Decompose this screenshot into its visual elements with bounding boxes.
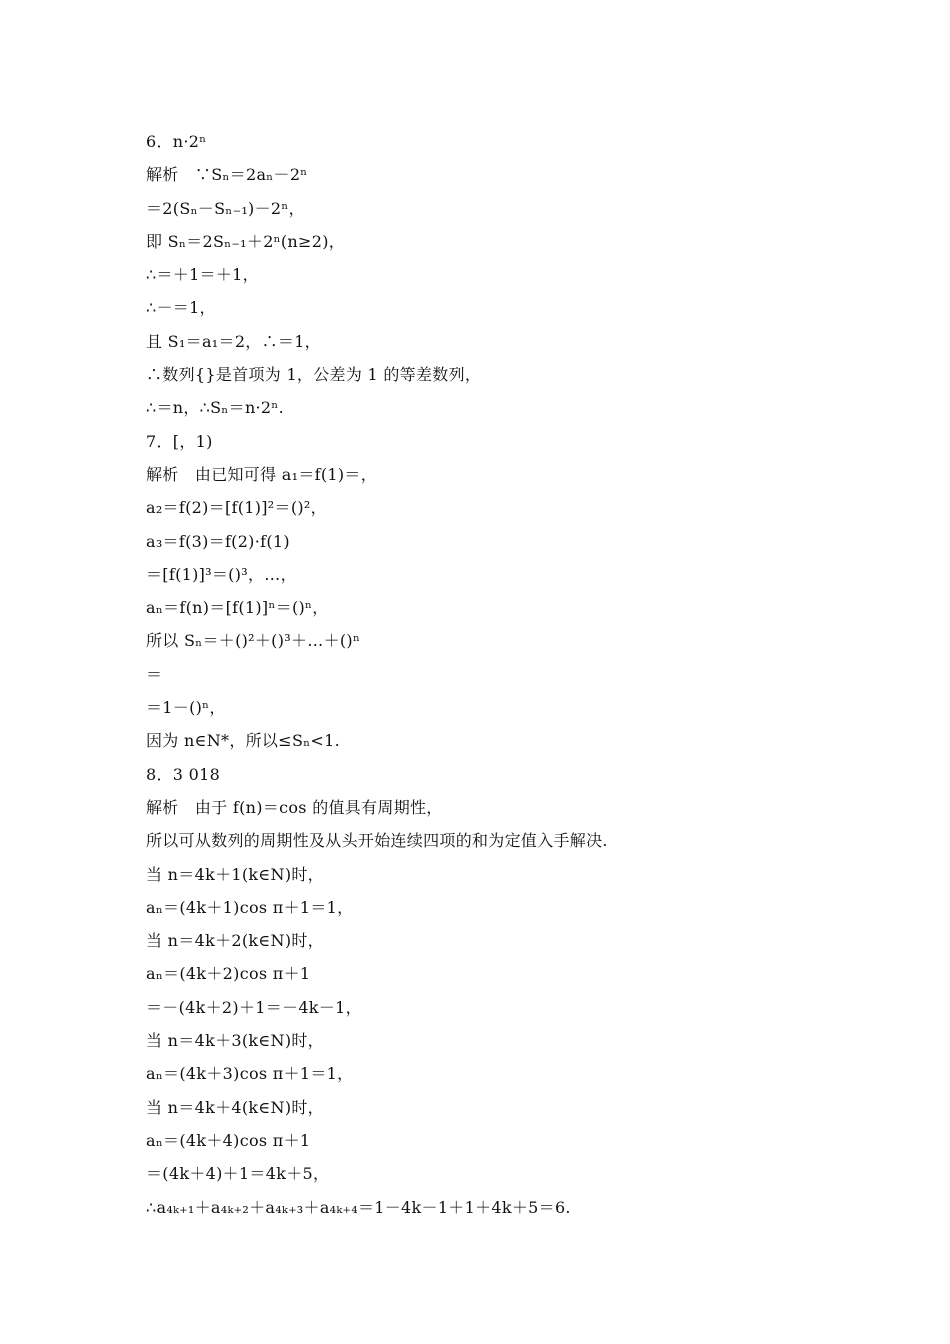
text-line: 即 Sₙ＝2Sₙ₋₁＋2ⁿ(n≥2)， (146, 231, 346, 251)
text-line: ＝(4k＋4)＋1＝4k＋5， (146, 1164, 330, 1184)
text-line: 7．[，1) (146, 431, 213, 451)
solution-text (146, 125, 608, 1224)
text-line: 因为 n∈N*，所以≤Sₙ<1. (146, 731, 340, 751)
text-line: aₙ＝(4k＋4)cos π＋1 (146, 1130, 311, 1150)
text-line: ＝[f(1)]³＝()³，…， (146, 564, 297, 584)
text-line: aₙ＝(4k＋1)cos π＋1＝1， (146, 897, 354, 917)
text-line: ∴a₄ₖ₊₁＋a₄ₖ₊₂＋a₄ₖ₊₃＋a₄ₖ₊₄＝1－4k－1＋1＋4k＋5＝6. (146, 1197, 571, 1217)
text-line: 8．3 018 (146, 764, 221, 784)
text-line: 当 n＝4k＋3(k∈N)时， (146, 1031, 324, 1051)
text-line: 所以可从数列的周期性及从头开始连续四项的和为定值入手解决. (146, 831, 608, 851)
text-line: ∴＝n，∴Sₙ＝n·2ⁿ. (146, 398, 285, 418)
text-line: ∴＝＋1＝＋1， (146, 265, 259, 285)
text-line: 且 S₁＝a₁＝2，∴＝1， (146, 331, 321, 351)
text-line: aₙ＝(4k＋2)cos π＋1 (146, 964, 311, 984)
text-line: 解析 ∵Sₙ＝2aₙ－2ⁿ (146, 165, 308, 185)
text-line: 当 n＝4k＋2(k∈N)时， (146, 931, 324, 951)
text-line: 当 n＝4k＋4(k∈N)时， (146, 1097, 324, 1117)
text-line: ∴数列{}是首项为 1，公差为 1 的等差数列， (146, 365, 482, 385)
text-line: ＝1－()ⁿ， (146, 698, 226, 718)
text-line: aₙ＝f(n)＝[f(1)]ⁿ＝()ⁿ， (146, 598, 329, 618)
text-line: a₂＝f(2)＝[f(1)]²＝()²， (146, 498, 327, 518)
text-line: ＝2(Sₙ－Sₙ₋₁)－2ⁿ， (146, 198, 305, 218)
text-line: aₙ＝(4k＋3)cos π＋1＝1， (146, 1064, 354, 1084)
text-line: a₃＝f(3)＝f(2)·f(1) (146, 531, 290, 551)
text-line: 解析 由于 f(n)＝cos 的值具有周期性， (146, 797, 443, 817)
text-line: ＝ (146, 664, 163, 684)
text-line: 所以 Sₙ＝＋()²＋()³＋…＋()ⁿ (146, 631, 361, 651)
text-line: ＝－(4k＋2)＋1＝－4k－1， (146, 997, 362, 1017)
text-line: 6．n·2ⁿ (146, 132, 207, 151)
text-line: 当 n＝4k＋1(k∈N)时， (146, 864, 324, 884)
text-line: ∴－＝1， (146, 298, 216, 318)
text-line: 解析 由已知可得 a₁＝f(1)＝， (146, 464, 378, 484)
